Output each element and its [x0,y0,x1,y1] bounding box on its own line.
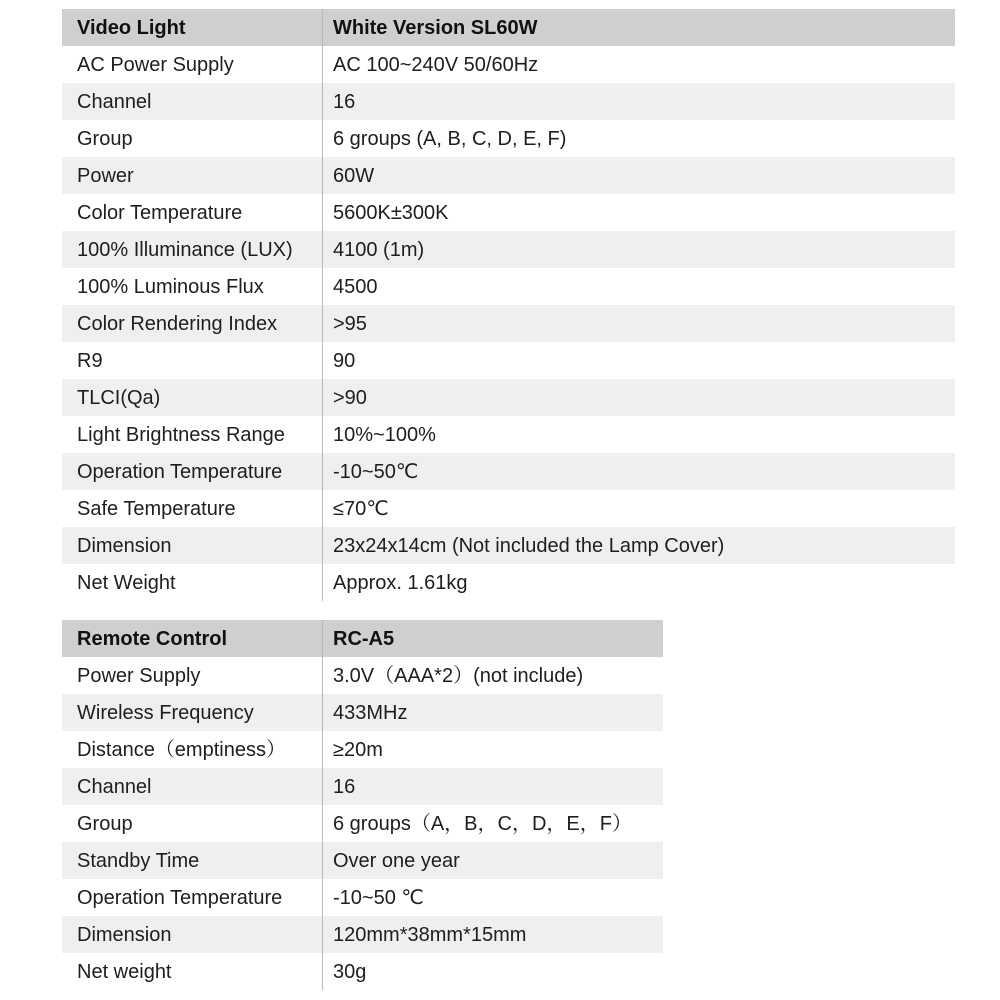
spec-value: 5600K±300K [323,194,956,231]
spec-label: Standby Time [62,842,323,879]
header-label: Video Light [62,9,323,46]
spec-value: 23x24x14cm (Not included the Lamp Cover) [323,527,956,564]
table-row [62,879,663,916]
header-value: White Version SL60W [323,9,956,46]
spec-value: Approx. 1.61kg [323,564,956,601]
table-row [62,453,955,490]
spec-label: Net weight [62,953,323,990]
table-row [62,805,663,842]
spec-value: ≥20m [323,731,664,768]
table-row [62,305,955,342]
video-light-spec-table [62,9,955,601]
spec-label: Channel [62,83,323,120]
spec-value: AC 100~240V 50/60Hz [323,46,956,83]
spec-value: 6 groups（A，B，C，D，E，F） [323,805,664,842]
table-row [62,657,663,694]
spec-label: Distance（emptiness） [62,731,323,768]
spec-label: Dimension [62,916,323,953]
spec-label: Light Brightness Range [62,416,323,453]
spec-label: Safe Temperature [62,490,323,527]
header-value: RC-A5 [323,620,664,657]
spec-label: R9 [62,342,323,379]
spec-label: Operation Temperature [62,453,323,490]
spec-label: Dimension [62,527,323,564]
spec-label: Power [62,157,323,194]
spec-value: -10~50℃ [323,453,956,490]
spec-label: TLCI(Qa) [62,379,323,416]
spec-label: 100% Illuminance (LUX) [62,231,323,268]
table-row [62,342,955,379]
spec-value: 433MHz [323,694,664,731]
table-row [62,527,955,564]
spec-value: 6 groups (A, B, C, D, E, F) [323,120,956,157]
spec-value: Over one year [323,842,664,879]
spec-value: 60W [323,157,956,194]
spec-label: 100% Luminous Flux [62,268,323,305]
table-row [62,416,955,453]
table-row [62,157,955,194]
spec-value: 30g [323,953,664,990]
table-row [62,731,663,768]
spec-label: Power Supply [62,657,323,694]
table-header-row [62,9,955,46]
spec-label: Group [62,805,323,842]
spec-value: 120mm*38mm*15mm [323,916,664,953]
spec-value: 10%~100% [323,416,956,453]
table-row [62,231,955,268]
spec-label: AC Power Supply [62,46,323,83]
table-row [62,120,955,157]
table-row [62,842,663,879]
table-row [62,379,955,416]
table-row [62,46,955,83]
spec-value: >95 [323,305,956,342]
spec-value: 16 [323,83,956,120]
spec-value: 90 [323,342,956,379]
spec-label: Wireless Frequency [62,694,323,731]
spec-value: >90 [323,379,956,416]
table-row [62,83,955,120]
spec-value: ≤70℃ [323,490,956,527]
spec-label: Group [62,120,323,157]
table-row [62,194,955,231]
spec-value: 4500 [323,268,956,305]
spec-label: Color Rendering Index [62,305,323,342]
spec-label: Net Weight [62,564,323,601]
remote-control-spec-table [62,620,663,990]
spec-label: Channel [62,768,323,805]
spec-value: 16 [323,768,664,805]
spec-label: Operation Temperature [62,879,323,916]
header-label: Remote Control [62,620,323,657]
table-row [62,768,663,805]
spec-value: -10~50 ℃ [323,879,664,916]
spec-label: Color Temperature [62,194,323,231]
table-row [62,694,663,731]
table-row [62,268,955,305]
spec-value: 3.0V（AAA*2）(not include) [323,657,664,694]
spec-value: 4100 (1m) [323,231,956,268]
table-row [62,564,955,601]
table-row [62,916,663,953]
table-row [62,490,955,527]
table-header-row [62,620,663,657]
table-row [62,953,663,990]
